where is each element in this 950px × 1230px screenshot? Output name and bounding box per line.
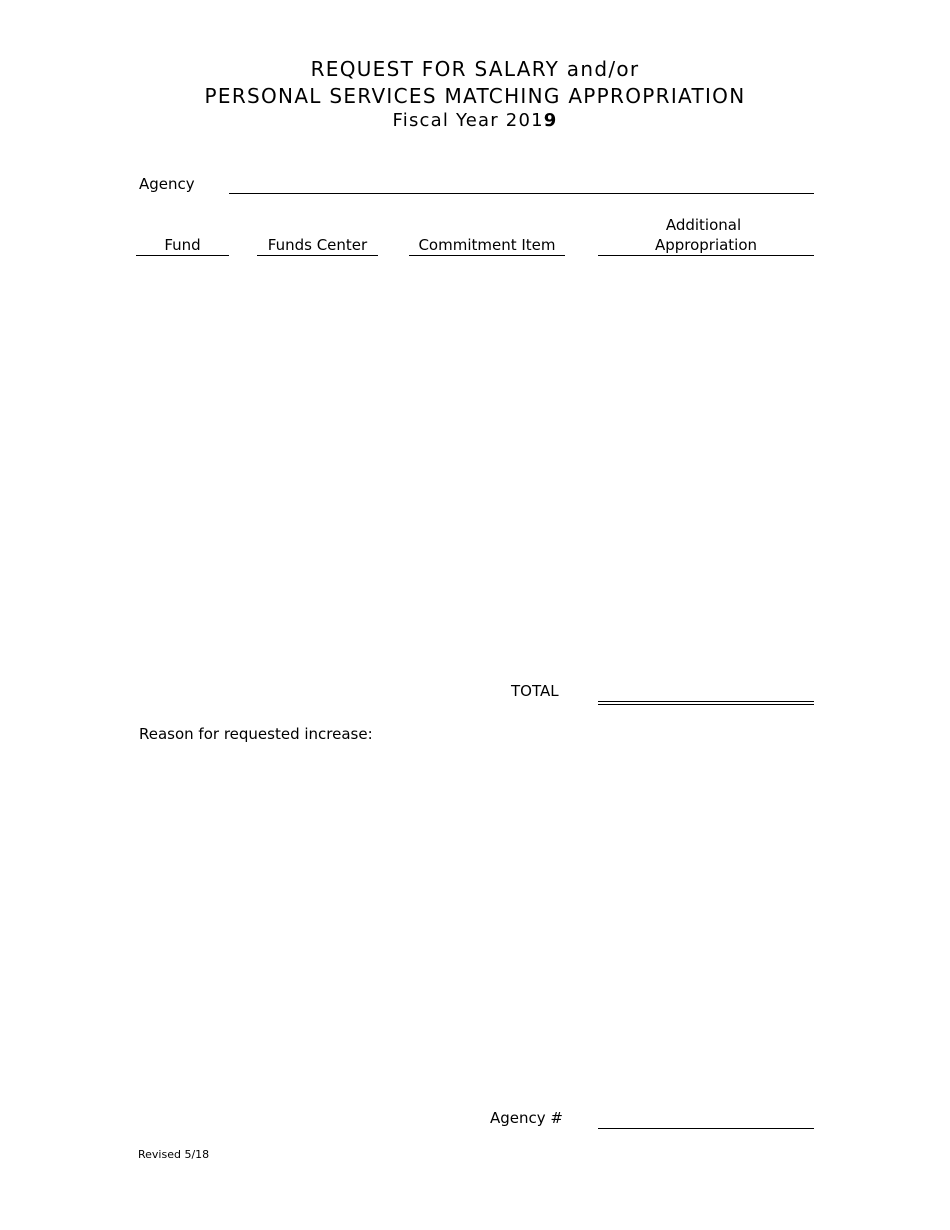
fiscal-year-suffix: 9 (543, 110, 558, 131)
additional-column-heading-line2: Appropriation (654, 236, 758, 254)
reason-text-area[interactable] (139, 750, 814, 1080)
total-field-double-line[interactable] (598, 701, 814, 705)
revision-note: Revised 5/18 (138, 1148, 210, 1161)
funds-center-column-heading: Funds Center (267, 236, 368, 254)
commitment-item-column-heading: Commitment Item (418, 236, 556, 254)
agency-number-label: Agency # (490, 1109, 563, 1127)
funds-center-column-line (257, 255, 378, 256)
total-label: TOTAL (511, 682, 559, 700)
additional-appropriation-column-line (598, 255, 814, 256)
fund-column-line (136, 255, 229, 256)
form-title-line1: REQUEST FOR SALARY and/or (310, 57, 640, 81)
agency-label: Agency (139, 175, 195, 193)
agency-number-field-line[interactable] (598, 1128, 814, 1129)
additional-column-heading-line1: Additional (665, 216, 742, 234)
form-title-line2: PERSONAL SERVICES MATCHING APPROPRIATION (204, 84, 746, 108)
reason-label: Reason for requested increase: (139, 725, 373, 743)
fund-column-heading: Fund (164, 236, 201, 254)
fiscal-year-prefix: Fiscal Year 201 (392, 110, 544, 131)
fiscal-year (0, 110, 950, 131)
agency-field-line[interactable] (229, 193, 814, 194)
commitment-item-column-line (409, 255, 565, 256)
